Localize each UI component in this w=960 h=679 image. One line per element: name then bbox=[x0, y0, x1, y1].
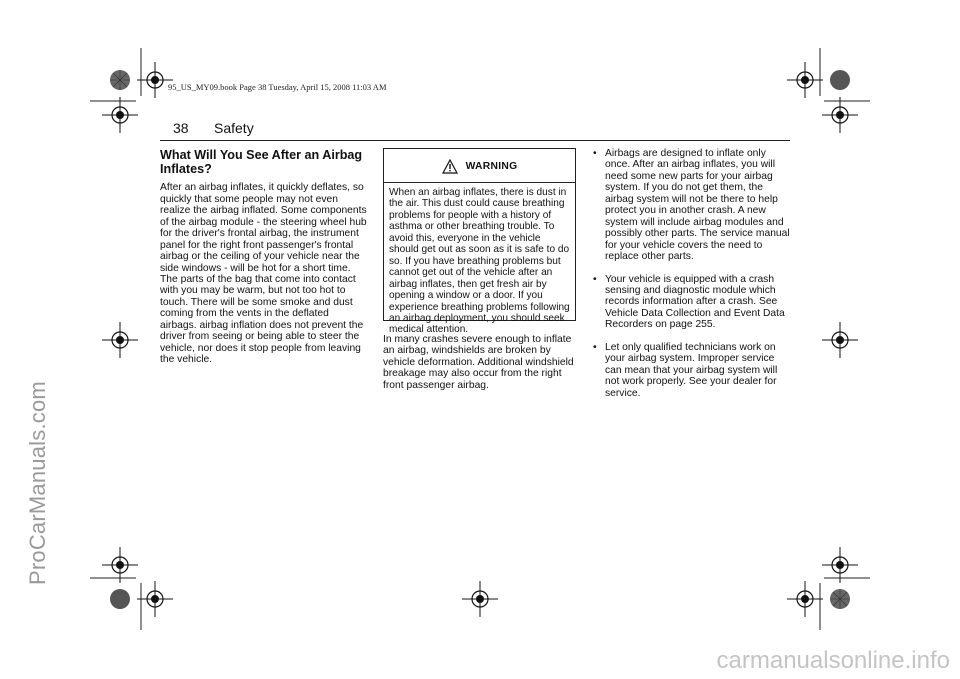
page-number: 38 bbox=[173, 120, 189, 136]
bullet-item: • Airbags are designed to inflate only once. After an airbag inflates, you will need some new parts for your airbag system. If you do not get them, the airbag system will not be there to help protect you in another crash. A new system will include airbag modules and possibly other parts. The service manual for your vehicle covers the need to replace other parts. bbox=[592, 148, 790, 263]
registration-target-icon bbox=[822, 547, 858, 583]
body-paragraph: After an airbag inflates, it quickly deflates, so quickly that some people may not even realize the airbag inflated. Some components of the airbag module - the steering wheel hub for the driver's frontal airbag, the instrument panel for the right front passenger's frontal airbag or the ceiling of your vehicle near the side windows - will be hot for a short time. The parts of the bag that come into contact with you may be warm, but not too hot to touch. There will be some smoke and dust coming from the vents in the deflated airbags. airbag inflation does not prevent the driver from seeing or being able to steer the vehicle, nor does it stop people from leaving the vehicle. bbox=[160, 182, 367, 366]
warning-label: WARNING bbox=[465, 160, 518, 172]
warning-text: When an airbag inflates, there is dust in the air. This dust could cause breathing problems for people with a history of asthma or other breathing trouble. To avoid this, everyone in the vehicle should get out as soon as it is safe to do so. If you have breathing problems but cannot get out of the vehicle after an airbag inflates, then get fresh air by opening a window or a door. If you experience breathing problems following an airbag deployment, you should seek medical attention. bbox=[389, 187, 570, 336]
registration-target-icon bbox=[137, 62, 173, 98]
column-3 bbox=[592, 148, 790, 410]
registration-target-icon bbox=[102, 97, 138, 133]
warning-header bbox=[384, 149, 575, 183]
header-rule bbox=[160, 140, 790, 141]
registration-target-icon bbox=[830, 70, 850, 90]
registration-target-icon bbox=[137, 581, 173, 617]
bullet-item: • Let only qualified technicians work on your airbag system. Improper service can mean that your airbag system will not work properly. See your dealer for service. bbox=[592, 342, 790, 399]
side-watermark: ProCarManuals.com bbox=[25, 381, 50, 585]
warning-triangle-icon bbox=[442, 159, 458, 174]
print-info-line: 95_US_MY09.book Page 38 Tuesday, April 15, 2008 11:03 AM bbox=[168, 82, 387, 92]
column-2 bbox=[383, 148, 576, 391]
registration-target-icon bbox=[787, 581, 823, 617]
section-title: Safety bbox=[214, 120, 254, 136]
warning-box bbox=[383, 148, 576, 336]
registration-target-icon bbox=[822, 97, 858, 133]
registration-target-icon bbox=[462, 581, 498, 617]
registration-target-icon bbox=[822, 322, 858, 358]
bullet-item: • Your vehicle is equipped with a crash sensing and diagnostic module which records information after a crash. See Vehicle Data Collection and Event Data Recorders on page 255. bbox=[592, 274, 790, 331]
registration-target-icon bbox=[830, 589, 850, 609]
registration-target-icon bbox=[102, 547, 138, 583]
bottom-watermark: carmanualsonline.info bbox=[716, 647, 950, 674]
registration-target-icon bbox=[110, 70, 130, 90]
registration-target-icon bbox=[787, 62, 823, 98]
registration-target-icon bbox=[102, 322, 138, 358]
section-heading: What Will You See After an Airbag Inflates? bbox=[160, 148, 363, 177]
bullet-list bbox=[592, 148, 790, 399]
registration-target-icon bbox=[110, 589, 130, 609]
column-1 bbox=[160, 148, 368, 366]
body-paragraph: In many crashes severe enough to inflate an airbag, windshields are broken by vehicle deformation. Additional windshield breakage may also occur from the right front passenger airbag. bbox=[383, 334, 574, 391]
